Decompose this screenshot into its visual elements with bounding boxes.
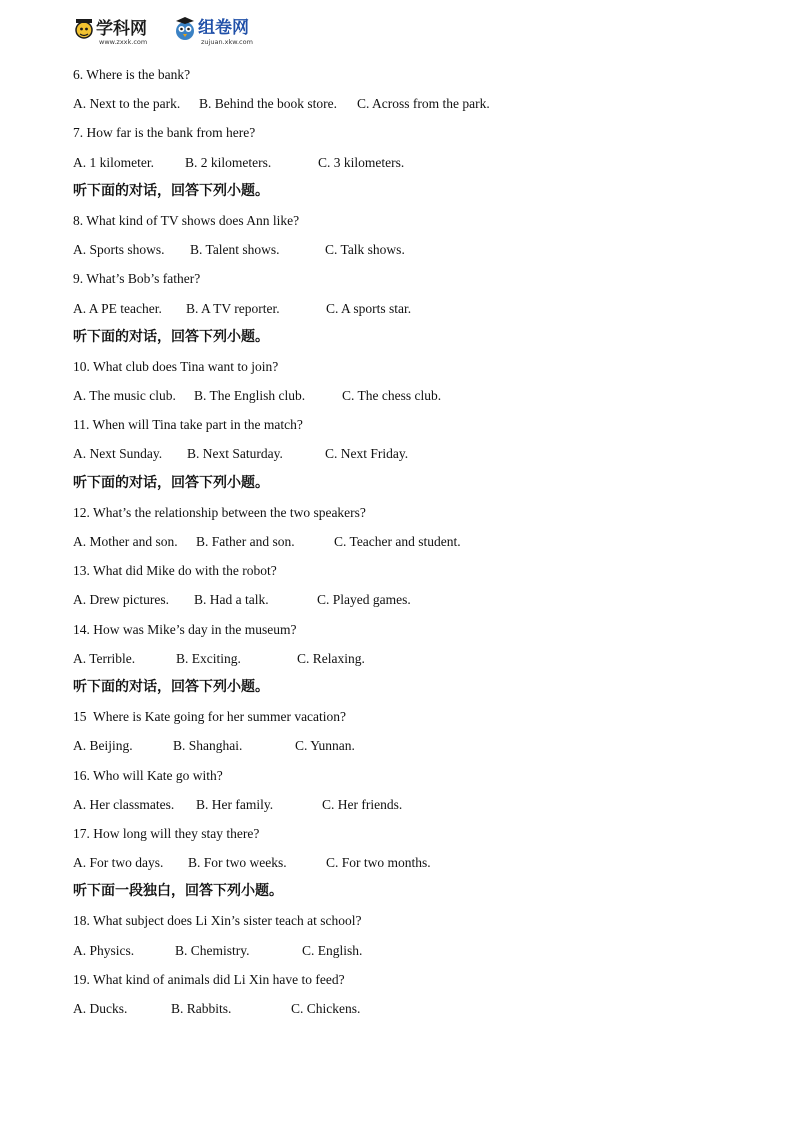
section-heading: 听下面的对话，回答下列小题。	[73, 182, 269, 199]
mascot-icon	[76, 19, 92, 38]
option-a: A. Beijing.	[73, 738, 133, 754]
option-a: A. Her classmates.	[73, 796, 175, 812]
option-b: B. A TV reporter.	[186, 300, 280, 316]
option-a: A. Mother and son.	[73, 534, 178, 549]
page-header	[72, 10, 282, 48]
zxxk-logo-url: www.zxxk.com	[99, 38, 148, 46]
option-c: C. Yunnan.	[295, 738, 355, 754]
answer-options	[73, 439, 753, 468]
option-a: A. Physics.	[73, 942, 135, 958]
answer-options	[73, 381, 753, 410]
zxxk-logo	[72, 10, 172, 48]
question-text: 15 Where is Kate going for her summer vacation?	[73, 709, 347, 725]
question-text: 7. How far is the bank from here?	[73, 125, 256, 141]
question-text: 16. Who will Kate go with?	[73, 767, 223, 783]
option-b: B. Exciting.	[176, 650, 241, 666]
question-text: 9. What’s Bob’s father?	[73, 271, 201, 287]
question-text: 10. What club does Tina want to join?	[73, 358, 279, 374]
option-a: A. Terrible.	[73, 650, 136, 666]
option-a: A. Ducks.	[73, 1001, 128, 1016]
zujuan-logo	[174, 10, 282, 48]
option-b: B. Had a talk.	[194, 592, 269, 608]
option-b: B. The English club.	[194, 388, 306, 404]
question-text: 13. What did Mike do with the robot?	[73, 563, 277, 579]
option-b: B. Father and son.	[196, 534, 295, 549]
zujuan-logo-text: 组卷网	[198, 18, 249, 38]
option-b: B. Talent shows.	[190, 242, 280, 258]
answer-options	[73, 790, 753, 819]
option-b: B. Shanghai.	[173, 738, 243, 754]
question-text: 12. What’s the relationship between the two speakers?	[73, 504, 366, 520]
option-c: C. The chess club.	[342, 388, 442, 404]
option-a: A. Next to the park.	[73, 96, 181, 112]
option-c: C. Talk shows.	[325, 242, 405, 258]
option-c: C. Played games.	[317, 592, 411, 608]
question-text: 18. What subject does Li Xin’s sister teach at school?	[73, 913, 362, 929]
answer-options	[73, 644, 753, 673]
zxxk-logo-text: 学科网	[96, 19, 147, 39]
answer-options	[73, 148, 753, 177]
option-c: C. English.	[302, 942, 363, 958]
option-c: C. For two months.	[326, 855, 431, 871]
answer-options	[73, 848, 753, 877]
option-a: A. Sports shows.	[73, 242, 165, 258]
option-a: A. 1 kilometer.	[73, 154, 154, 170]
option-a: A. The music club.	[73, 388, 176, 404]
section-heading: 听下面一段独白，回答下列小题。	[73, 883, 283, 900]
option-c: C. Relaxing.	[297, 650, 365, 666]
option-a: A. A PE teacher.	[73, 300, 162, 316]
answer-options	[73, 994, 753, 1023]
option-b: B. Behind the book store.	[199, 96, 337, 112]
question-text: 6. Where is the bank?	[73, 67, 191, 82]
option-a: A. Drew pictures.	[73, 592, 169, 608]
option-c: C. Teacher and student.	[334, 534, 461, 549]
option-b: B. Rabbits.	[171, 1001, 232, 1016]
option-b: B. Her family.	[196, 796, 274, 812]
option-a: A. Next Sunday.	[73, 446, 163, 462]
question-text: 19. What kind of animals did Li Xin have to feed?	[73, 971, 345, 987]
answer-options	[73, 89, 753, 118]
question-text: 14. How was Mike’s day in the museum?	[73, 621, 297, 637]
option-b: B. For two weeks.	[188, 855, 287, 871]
answer-options	[73, 235, 753, 264]
answer-options	[73, 585, 753, 614]
option-c: C. Across from the park.	[357, 96, 490, 112]
option-c: C. 3 kilometers.	[318, 154, 405, 170]
option-c: C. Her friends.	[322, 796, 403, 812]
zujuan-logo-url: zujuan.xkw.com	[201, 38, 253, 46]
owl-mascot-icon	[176, 17, 194, 40]
question-text: 11. When will Tina take part in the match?	[73, 417, 303, 433]
option-c: C. Chickens.	[291, 1001, 361, 1016]
answer-options	[73, 731, 753, 760]
question-list	[73, 60, 753, 1023]
answer-options	[73, 936, 753, 965]
option-b: B. 2 kilometers.	[185, 154, 272, 170]
section-heading: 听下面的对话，回答下列小题。	[73, 474, 269, 491]
question-text: 17. How long will they stay there?	[73, 825, 260, 841]
option-b: B. Chemistry.	[175, 942, 250, 958]
question-text: 8. What kind of TV shows does Ann like?	[73, 212, 300, 228]
option-c: C. Next Friday.	[325, 446, 409, 462]
section-heading: 听下面的对话，回答下列小题。	[73, 328, 269, 345]
answer-options	[73, 527, 753, 556]
option-c: C. A sports star.	[326, 300, 412, 316]
section-heading: 听下面的对话，回答下列小题。	[73, 678, 269, 695]
option-b: B. Next Saturday.	[187, 446, 283, 462]
answer-options	[73, 294, 753, 323]
option-a: A. For two days.	[73, 855, 164, 871]
